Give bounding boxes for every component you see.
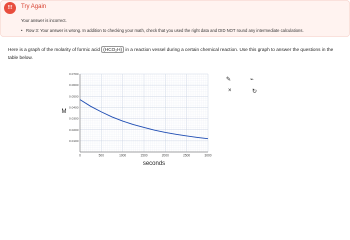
y-tick-label: 0.0100 — [69, 138, 79, 143]
chart-grid — [80, 74, 208, 152]
warning-icon: !!! — [4, 2, 16, 14]
feedback-title: Try Again — [21, 4, 47, 10]
y-tick-label: 0.0500 — [69, 94, 79, 99]
x-tick-label: 3000 — [204, 153, 212, 158]
pen-icon[interactable]: ✎ — [226, 77, 232, 83]
feedback-banner — [0, 0, 350, 37]
y-tick-label: 0.0400 — [69, 105, 79, 110]
y-tick-label: 0.0700 — [69, 72, 79, 77]
close-icon[interactable]: × — [228, 88, 232, 94]
y-axis-label: M — [61, 109, 67, 115]
problem-text — [8, 46, 342, 61]
x-tick-label: 2500 — [183, 153, 191, 158]
x-tick-label: 0 — [79, 153, 81, 158]
problem-text-before: Here is a graph of the molarity of formic acid — [8, 47, 102, 52]
y-tick-label: 0.0600 — [69, 83, 79, 88]
formula-box: (HCO₂H) — [103, 47, 123, 52]
chart-ticks — [69, 72, 212, 157]
x-axis-label: seconds — [142, 161, 166, 167]
x-tick-label: 2000 — [161, 153, 169, 158]
feedback-bullet: • Row 3: Your answer is wrong. In addition to checking your math, check that you used the right data and DID NOT round any intermediate calculations. — [26, 28, 304, 33]
x-tick-label: 500 — [98, 153, 104, 158]
molarity-chart — [58, 66, 216, 170]
y-tick-label: 0.0200 — [69, 127, 79, 132]
x-tick-label: 1000 — [119, 153, 127, 158]
x-tick-label: 1500 — [140, 153, 148, 158]
undo-icon[interactable]: ↻ — [252, 89, 258, 95]
feedback-subtitle: Your answer is incorrect. — [21, 18, 67, 23]
link-icon[interactable]: ⌁ — [250, 77, 254, 83]
drawing-tools — [218, 70, 266, 100]
problem-text-after: in a reaction vessel during a certain chemical reaction. Use this graph to answer the questions in the table below. — [8, 47, 334, 60]
y-tick-label: 0.0300 — [69, 116, 79, 121]
